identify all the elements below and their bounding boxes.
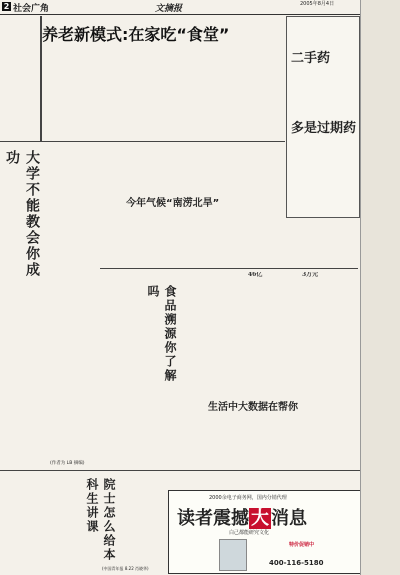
paper-name: 文摘报 <box>155 4 183 14</box>
number-1: 46亿 <box>248 272 263 278</box>
medicine-box <box>286 16 360 218</box>
column-rule <box>40 16 42 141</box>
advert-top-line: 2000余电子商务网，国内分销代理 <box>209 495 287 501</box>
section-divider-3 <box>0 470 360 471</box>
adjacent-page-strip <box>360 0 400 575</box>
climate-article-top <box>102 145 172 190</box>
university-author: (作者为 LB 摘编) <box>50 461 85 466</box>
advert-phone: 400-116-5180 <box>269 559 324 567</box>
advert-box <box>168 490 362 574</box>
medicine-title-1: 二手药 <box>291 51 331 66</box>
medicine-article-body <box>286 220 358 265</box>
section-divider <box>0 141 285 142</box>
life-article-body <box>168 412 358 468</box>
university-article-title: 大学不能教会你成功 <box>4 150 40 278</box>
food-article-title: 食品溯源你了解吗 <box>146 285 177 383</box>
medicine-title-2: 多是过期药 <box>291 121 357 136</box>
elderly-article-body <box>44 44 104 139</box>
university-article-body-2 <box>2 285 20 465</box>
page-number: 2 <box>3 2 10 11</box>
advert-headline-pre: 读者震撼 <box>177 508 249 529</box>
elderly-article-body-2 <box>106 44 166 139</box>
section-divider-2 <box>100 268 358 269</box>
undergrad-article-body <box>2 474 82 572</box>
advert-headline-highlight: 大 <box>251 508 269 529</box>
university-article-body <box>22 145 100 467</box>
page-header <box>0 0 360 15</box>
undergrad-source: (中国青年报 8.22 肖晓华) <box>102 566 149 571</box>
elderly-article-body-4 <box>228 16 283 141</box>
climate-article-body-2 <box>174 145 282 190</box>
advert-badge: 特价促销中 <box>289 542 315 548</box>
food-article-body <box>102 272 142 467</box>
advert-subline: 白己都能研究文化 <box>229 530 270 536</box>
climate-article-title: 今年气候“南涝北旱” <box>126 198 220 209</box>
section-title: 社会广角 <box>13 4 50 14</box>
elderly-article-body-3 <box>168 44 226 139</box>
advert-headline <box>177 504 307 530</box>
undergrad-article-body-2 <box>102 474 166 564</box>
elderly-article-title: 养老新模式:在家吃“食堂” <box>42 25 230 44</box>
advert-device-image <box>219 539 247 571</box>
undergrad-article-title: 院士怎么给本科生讲课 <box>85 478 116 562</box>
left-column-text <box>2 16 36 161</box>
advert-headline-post: 消息 <box>271 508 307 529</box>
date-line: 2005年8月4日 <box>300 1 335 7</box>
life-article-title: 生活中大数据在帮你 <box>208 402 298 413</box>
number-2: 3万元 <box>302 272 319 278</box>
climate-article-body <box>102 212 282 267</box>
